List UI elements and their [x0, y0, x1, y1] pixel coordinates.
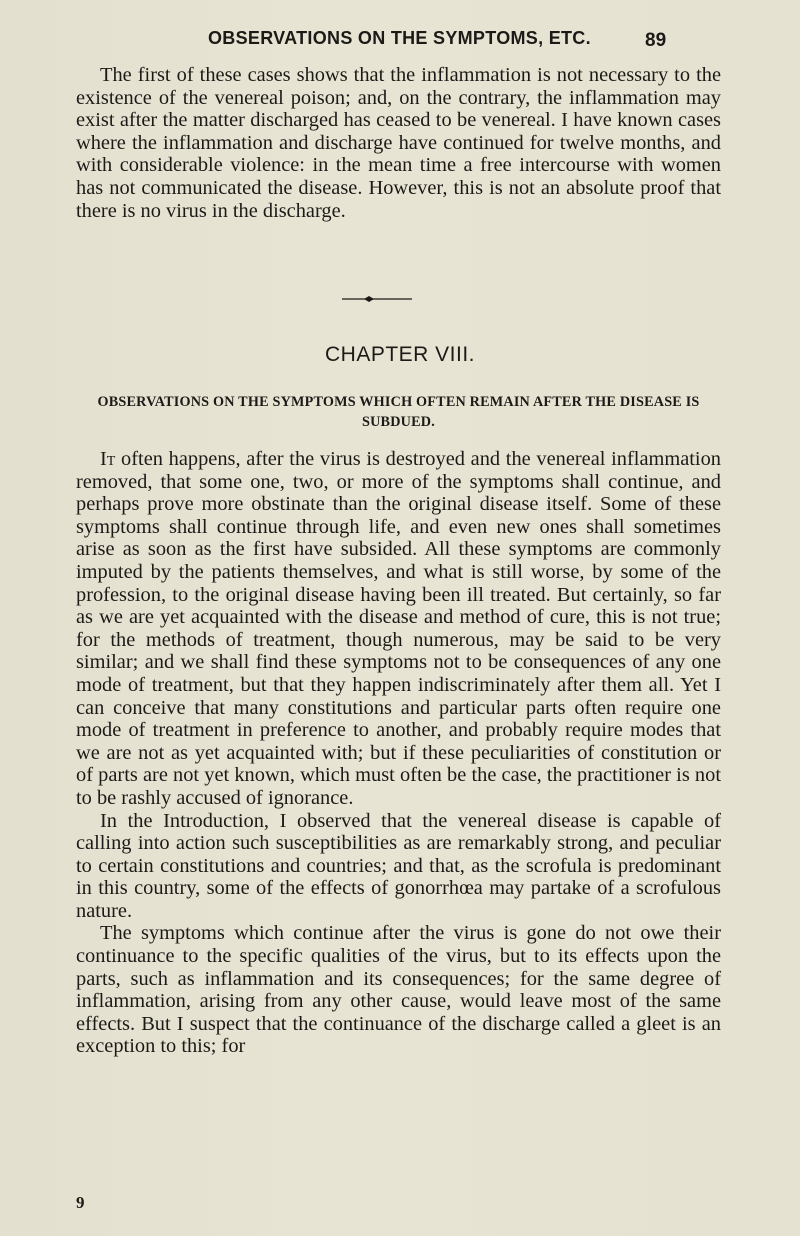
intro-text-block: [76, 64, 721, 222]
intro-paragraph: The first of these cases shows that the inflammation is not necessary to the existence of the venereal poison; and, on the contrary, the inflammation may exist after the matter discharged has ceased to be venereal. I have known cases where the inflammation and discharge have continued for twelve months, and with considerable violence: in the mean time a free intercourse with women has not communicated the disease. However, this is not an absolute proof that there is no virus in the discharge.: [76, 64, 721, 222]
page-number: 89: [645, 30, 667, 51]
paragraph-body: often happens, after the virus is destroyed and the venereal inflammation removed, that some one, two, or more of the symptoms shall continue, and perhaps prove more obstinate than the original disease itself. Some of these symptoms shall continue through life, and even new ones shall sometimes arise as soon as the first have subsided. All these symptoms are commonly imputed by the patients themselves, and what is still worse, by some of the profession, to the original disease having been ill treated. But certainly, so far as we are yet acquainted with the disease and method of cure, this is not true; for the methods of treatment, though numerous, may be said to be very similar; and we shall find these symptoms not to be consequences of any one mode of treatment, but that they happen indiscriminately after them all. Yet I can conceive that many constitutions and particular parts often require one mode of treatment in preference to another, and probably require modes that we are not as yet acquainted with; but if these peculiarities of constitution or of parts are not yet known, which must often be the case, the practitioner is not to be rashly accused of ignorance.: [76, 448, 721, 809]
chapter-paragraph-1: [76, 448, 721, 810]
paragraph-lead-word: It: [100, 448, 116, 470]
chapter-text-block: [76, 448, 721, 1058]
running-title: OBSERVATIONS ON THE SYMPTOMS, ETC.: [208, 28, 591, 48]
signature-mark: 9: [76, 1193, 85, 1212]
chapter-paragraph-3: The symptoms which continue after the virus is gone do not owe their continuance to the specific qualities of the virus, but to its effects upon the parts, such as inflammation and its consequences; for the same degree of inflammation, arising from any other cause, would leave most of the same effects. But I suspect that the continuance of the discharge called a gleet is an exception to this; for: [76, 922, 721, 1058]
section-divider-ornament: [342, 294, 412, 304]
running-head: [0, 28, 800, 58]
chapter-paragraph-2: In the Introduction, I observed that the venereal disease is capable of calling into action such susceptibilities as are remarkably strong, and peculiar to certain constitutions and countries; and that, as the scrofula is predominant in this country, some of the effects of gonorrhœa may partake of a scrofulous nature.: [76, 809, 721, 922]
chapter-subtitle: OBSERVATIONS ON THE SYMPTOMS WHICH OFTEN REMAIN AFTER THE DISEASE IS SUBDUED.: [97, 394, 700, 430]
chapter-title: CHAPTER VIII.: [324, 343, 476, 366]
